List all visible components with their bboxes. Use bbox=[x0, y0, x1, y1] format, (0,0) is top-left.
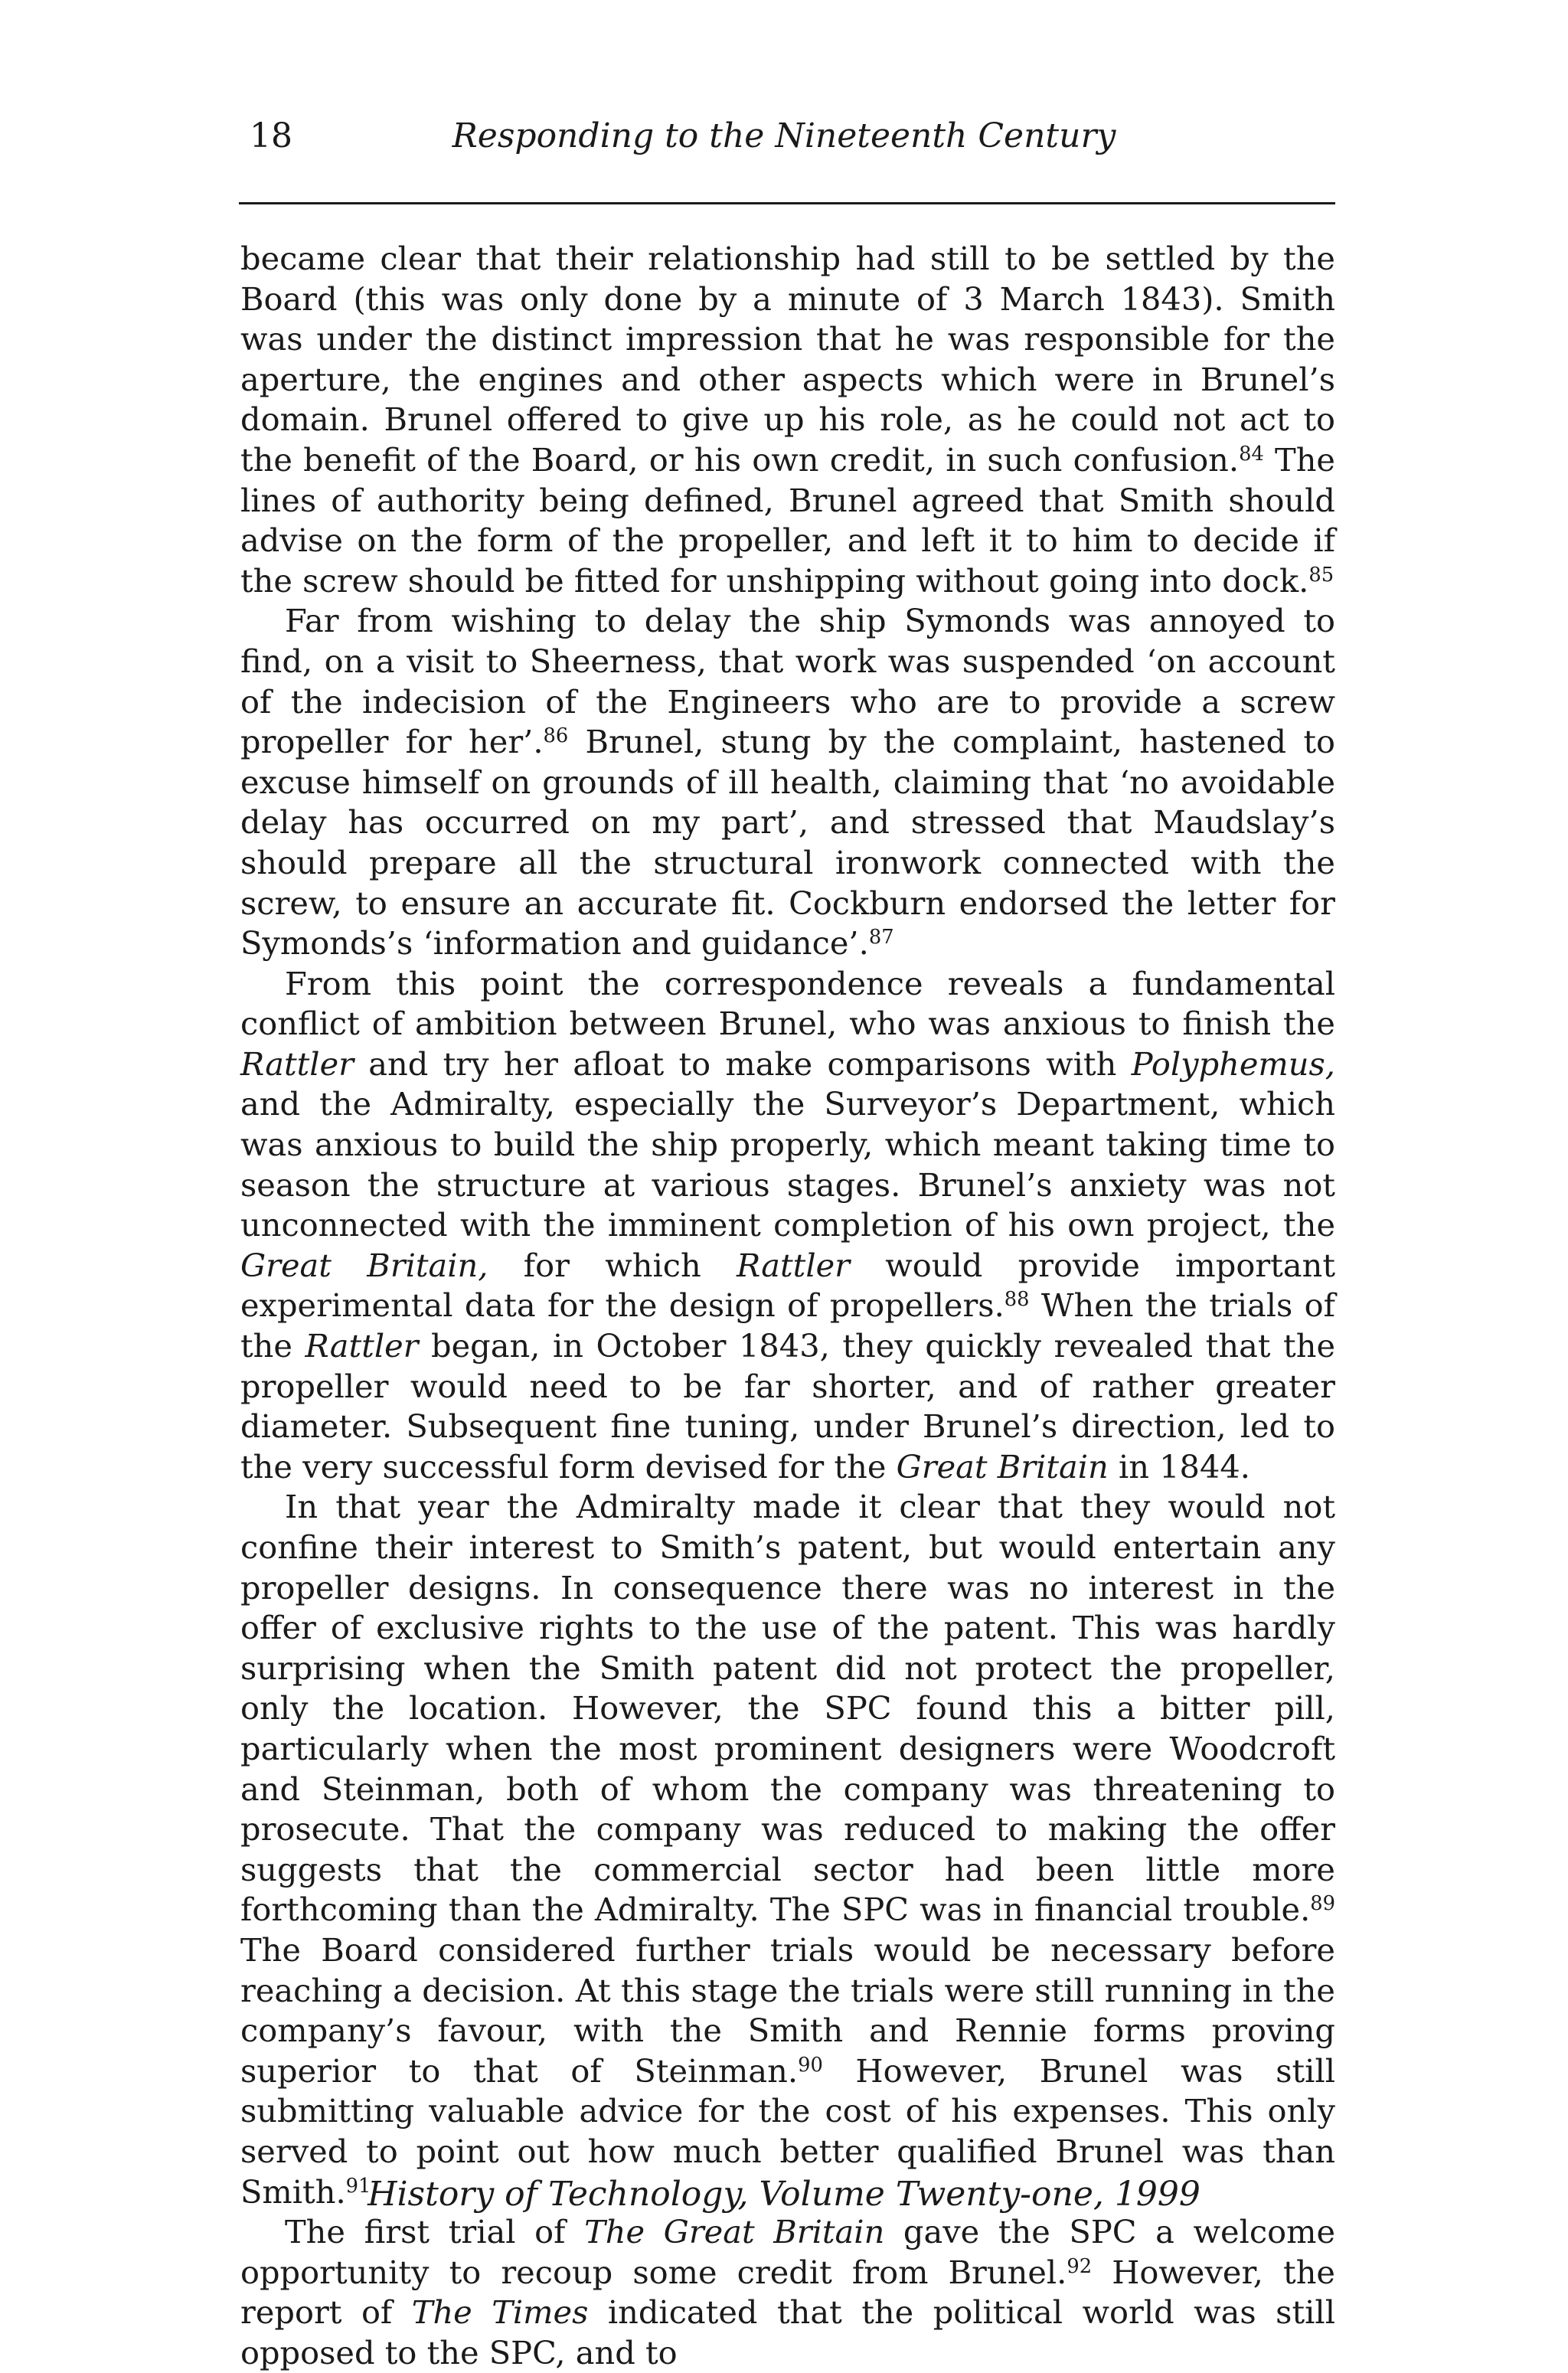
italic-title: The Times bbox=[411, 2293, 589, 2332]
text-run: gave the SPC a welcome opportunity to recoup some credit from Brunel. bbox=[240, 2213, 1336, 2291]
paragraph bbox=[240, 601, 1335, 963]
body-text bbox=[240, 239, 1335, 2373]
italic-title: Great Britain bbox=[896, 1447, 1109, 1486]
footnote-ref: 87 bbox=[868, 925, 894, 949]
paragraph bbox=[240, 964, 1335, 1488]
paragraph bbox=[240, 1487, 1335, 2212]
italic-title: Rattler bbox=[305, 1327, 419, 1365]
footnote-ref: 88 bbox=[1004, 1288, 1030, 1312]
text-run: for which bbox=[488, 1246, 737, 1284]
text-run: In that year the Admiralty made it clear that they would not confine their interest to Smith’s patent, but would entertain any propeller designs. In consequence there was no interest in the offer of exclusive rights to the use of the patent. This was hardly surprising when the Smith patent did not protect the propeller, only the location. However, the SPC found this a bitter pill, particularly when the most prominent designers were Woodcroft and Steinman, both of whom the company was threatening to prosecute. That the company was reduced to making the offer suggests that the commercial sector had been little more forthcoming than the Admiralty. The SPC was in financial trouble. bbox=[240, 1488, 1335, 1929]
text-run: indicated that the political world was still opposed to the SPC, and to bbox=[240, 2293, 1335, 2371]
text-run: The lines of authority being defined, Brunel agreed that Smith should advise on the form of the propeller, and left it to him to decide if the screw should be fitted for unshipping without going into dock. bbox=[240, 440, 1335, 600]
text-run: and the Admiralty, especially the Surveyor’s Department, which was anxious to build the ship properly, which meant taking time to season the structure at various stages. Brunel’s anxiety was not unconnected with the imminent completion of his own project, the bbox=[240, 1085, 1335, 1244]
footnote-ref: 90 bbox=[798, 2053, 823, 2077]
text-run: The first trial of bbox=[285, 2213, 585, 2251]
text-run: Far from wishing to delay the ship Symonds was annoyed to find, on a visit to Sheerness, that work was suspended ‘on account of the indecision of the Engineers who are to provide a screw propeller for her’. bbox=[240, 602, 1335, 761]
footnote-ref: 92 bbox=[1067, 2254, 1093, 2278]
footnote-ref: 91 bbox=[345, 2174, 371, 2198]
italic-title: The Great Britain bbox=[584, 2213, 885, 2251]
text-run: However, the report of bbox=[240, 2253, 1335, 2332]
text-run: and try her afloat to make comparisons with bbox=[353, 1044, 1132, 1083]
text-run: would provide important experimental data for the design of propellers. bbox=[240, 1246, 1335, 1325]
text-run: Brunel, stung by the complaint, hastened to excuse himself on grounds of ill health, claiming that ‘no avoidable delay has occurred on my part’, and stressed that Maudslay’s should prepare all the structural ironwork connected with the screw, to ensure an accurate fit. Cockburn endorsed the letter for Symonds’s ‘information and guidance’. bbox=[240, 723, 1335, 963]
italic-title: Great Britain, bbox=[240, 1246, 488, 1284]
text-run: became clear that their relationship had still to be settled by the Board (this was only done by a minute of 3 March 1843). Smith was under the distinct impression that he was responsible for the aperture, the engines and other aspects which were in Brunel’s domain. Brunel offered to give up his role, as he could not act to the benefit of the Board, or his own credit, in such confusion. bbox=[240, 240, 1335, 479]
footnote-ref: 86 bbox=[543, 724, 569, 747]
paragraph bbox=[240, 2212, 1335, 2373]
footnote-ref: 89 bbox=[1310, 1892, 1335, 1916]
paragraph bbox=[240, 239, 1335, 601]
text-run: The Board considered further trials would be necessary before reaching a decision. At this stage the trials were still running in the company’s favour, with the Smith and Rennie forms proving superior to that of Steinman. bbox=[240, 1930, 1335, 2090]
footnote-ref: 85 bbox=[1308, 563, 1334, 587]
page-number: 18 bbox=[250, 116, 292, 155]
journal-citation: History of Technology, Volume Twenty-one, 1999 bbox=[368, 2175, 1200, 2214]
text-run: began, in October 1843, they quickly revealed that the propeller would need to be far shorter, and of rather greater diameter. Subsequent fine tuning, under Brunel’s direction, led to the very successful form devised for the bbox=[240, 1327, 1336, 1486]
italic-title: Rattler bbox=[737, 1246, 850, 1284]
text-run: When the trials of the bbox=[240, 1286, 1335, 1365]
text-run: From this point the correspondence reveals a fundamental conflict of ambition between Brunel, who was anxious to finish the bbox=[240, 964, 1335, 1043]
text-run: in 1844. bbox=[1108, 1447, 1250, 1486]
text-run: However, Brunel was still submitting valuable advice for the cost of his expenses. This only served to point out how much better qualified Brunel was than Smith. bbox=[240, 2051, 1335, 2211]
footnote-ref: 84 bbox=[1239, 442, 1264, 466]
header-rule bbox=[239, 202, 1335, 204]
italic-title: Rattler bbox=[240, 1044, 354, 1083]
italic-title: Polyphemus, bbox=[1131, 1044, 1335, 1083]
running-head: Responding to the Nineteenth Century bbox=[452, 116, 1116, 155]
